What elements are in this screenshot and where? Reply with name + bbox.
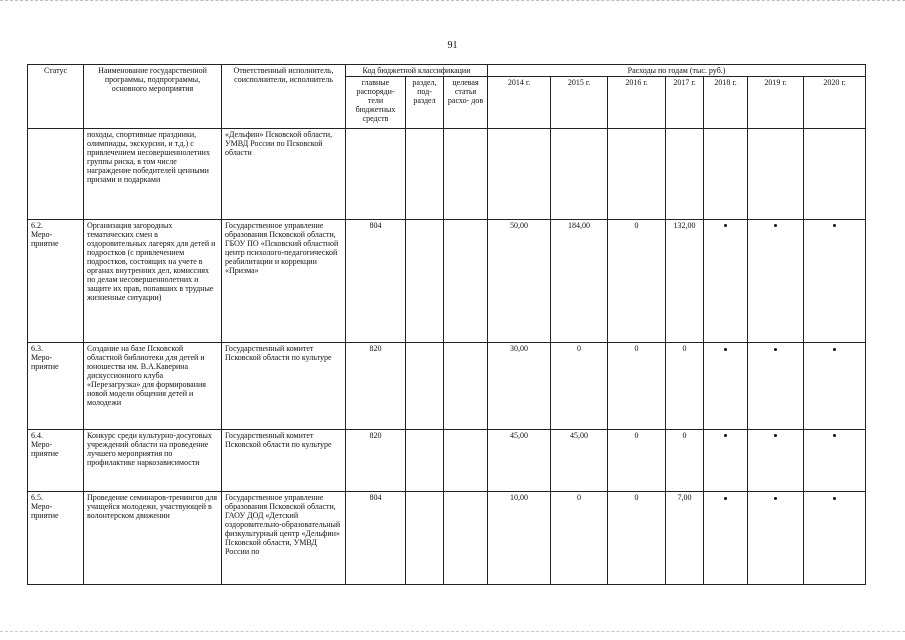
expense-cell-2015: 0: [551, 342, 608, 429]
status-code: 6.4.: [31, 430, 43, 440]
bullet-mark: [774, 224, 777, 227]
expense-cell-2017: 7,00: [666, 492, 704, 585]
header-year-2020: 2020 г.: [804, 77, 866, 129]
header-year-2019: 2019 г.: [748, 77, 804, 129]
header-responsible: Ответственный исполнитель, соисполнители, исполнитель: [222, 65, 346, 129]
table-body: [28, 129, 866, 585]
bullet-mark: [724, 434, 727, 437]
status-cell: [28, 492, 84, 585]
status-cell: [28, 342, 84, 429]
expense-cell-2019: [748, 219, 804, 342]
status-code: 6.2.: [31, 220, 43, 230]
page-number: 91: [447, 40, 458, 51]
expense-cell-2016: 0: [608, 342, 666, 429]
expense-cell-2018: [704, 342, 748, 429]
event-name-cell: Проведение семинаров-тренингов для учащейся молодежи, участвующей в волонтерском движении: [84, 492, 222, 585]
table-row: [28, 429, 866, 492]
status-code: 6.3.: [31, 343, 43, 353]
bullet-mark: [774, 434, 777, 437]
kbk-section-cell: [406, 492, 444, 585]
budget-table: [27, 64, 866, 585]
header-kbk-group: Код бюджетной классификации: [346, 65, 488, 77]
status-type: Меро- приятие: [31, 439, 59, 458]
responsible-cell: «Дельфин» Псковской области, УМВД России по Псковской области: [222, 129, 346, 220]
table-row: [28, 219, 866, 342]
bullet-mark: [774, 348, 777, 351]
responsible-cell: Государственное управление образования Псковской области, ГБОУ ПО «Псковский областной центр психолого-педагогической реабилитации и коррекции «Призма»: [222, 219, 346, 342]
expense-cell-2017: 0: [666, 429, 704, 492]
expense-cell-2017: [666, 129, 704, 220]
expense-cell-2019: [748, 342, 804, 429]
event-name-cell: Создание на базе Псковской областной библиотеки для детей и юношества им. В.А.Каверина дискуссионного клуба «Перезагрузка» для формирования новой модели общения детей и молодежи: [84, 342, 222, 429]
expense-cell-2017: 132,00: [666, 219, 704, 342]
expense-cell-2018: [704, 429, 748, 492]
expense-cell-2014: 30,00: [488, 342, 551, 429]
status-code: 6.5.: [31, 493, 43, 503]
kbk-target-cell: [444, 129, 488, 220]
status-cell: [28, 129, 84, 220]
header-status: Статус: [28, 65, 84, 129]
expense-cell-2018: [704, 219, 748, 342]
status-cell: [28, 219, 84, 342]
table-row: [28, 129, 866, 220]
expense-cell-2020: [804, 429, 866, 492]
kbk-target-cell: [444, 342, 488, 429]
bullet-mark: [833, 434, 836, 437]
expense-cell-2015: 45,00: [551, 429, 608, 492]
bullet-mark: [833, 497, 836, 500]
responsible-cell: Государственное управление образования Псковской области, ГАОУ ДОД «Детский оздоровительно-образовательный физкультурный центр «Дельфин» Псковской области, УМВД России по: [222, 492, 346, 585]
kbk-target-cell: [444, 429, 488, 492]
kbk-main-cell: 820: [346, 429, 406, 492]
expense-cell-2014: [488, 129, 551, 220]
header-expenses-group: Расходы по годам (тыс. руб.): [488, 65, 866, 77]
expense-cell-2014: 50,00: [488, 219, 551, 342]
expense-cell-2019: [748, 129, 804, 220]
responsible-cell: Государственный комитет Псковской области по культуре: [222, 342, 346, 429]
kbk-main-cell: 820: [346, 342, 406, 429]
header-year-2018: 2018 г.: [704, 77, 748, 129]
expense-cell-2015: 0: [551, 492, 608, 585]
header-kbk-target: целевая статья расхо- дов: [444, 77, 488, 129]
expense-cell-2018: [704, 492, 748, 585]
kbk-target-cell: [444, 219, 488, 342]
bullet-mark: [774, 497, 777, 500]
header-year-2014: 2014 г.: [488, 77, 551, 129]
scan-top-edge: [0, 0, 905, 4]
bullet-mark: [724, 497, 727, 500]
expense-cell-2016: [608, 129, 666, 220]
event-name-cell: Организация загородных тематических смен в оздоровительных лагерях для детей и подростков (с привлечением подростков, состоящих на учете в органах внутренних дел, комиссиях по делам несовершеннолетних и защите их прав, попавших в трудные жизненные ситуации): [84, 219, 222, 342]
header-kbk-section: раздел, под- раздел: [406, 77, 444, 129]
event-name-cell: походы, спортивные праздники, олимпиады, экскурсии, и т.д.) с привлечением несовершеннолетних группы риска, в том числе награждение победителей ценными призами и подарками: [84, 129, 222, 220]
expense-cell-2014: 45,00: [488, 429, 551, 492]
event-name-cell: Конкурс среди культурно-досуговых учреждений области на проведение лучшего мероприятия по профилактике наркозависимости: [84, 429, 222, 492]
header-year-2015: 2015 г.: [551, 77, 608, 129]
kbk-section-cell: [406, 129, 444, 220]
status-type: Меро- приятие: [31, 352, 59, 371]
bullet-mark: [724, 348, 727, 351]
expense-cell-2014: 10,00: [488, 492, 551, 585]
bullet-mark: [833, 224, 836, 227]
expense-cell-2020: [804, 492, 866, 585]
kbk-section-cell: [406, 429, 444, 492]
bullet-mark: [833, 348, 836, 351]
header-year-2017: 2017 г.: [666, 77, 704, 129]
table-row: [28, 492, 866, 585]
expense-cell-2016: 0: [608, 219, 666, 342]
expense-cell-2015: [551, 129, 608, 220]
responsible-cell: Государственный комитет Псковской области по культуре: [222, 429, 346, 492]
kbk-section-cell: [406, 342, 444, 429]
kbk-main-cell: 804: [346, 492, 406, 585]
expense-cell-2019: [748, 492, 804, 585]
expense-cell-2016: 0: [608, 429, 666, 492]
scan-bottom-edge: [0, 631, 905, 640]
kbk-section-cell: [406, 219, 444, 342]
expense-cell-2020: [804, 219, 866, 342]
status-cell: [28, 429, 84, 492]
expense-cell-2016: 0: [608, 492, 666, 585]
expense-cell-2020: [804, 129, 866, 220]
expense-cell-2017: 0: [666, 342, 704, 429]
table-row: [28, 342, 866, 429]
status-type: Меро- приятие: [31, 229, 59, 248]
kbk-main-cell: [346, 129, 406, 220]
header-year-2016: 2016 г.: [608, 77, 666, 129]
kbk-target-cell: [444, 492, 488, 585]
expense-cell-2015: 184,00: [551, 219, 608, 342]
header-kbk-main: главные распоряди- тели бюджетных средств: [346, 77, 406, 129]
expense-cell-2019: [748, 429, 804, 492]
bullet-mark: [724, 224, 727, 227]
expense-cell-2018: [704, 129, 748, 220]
kbk-main-cell: 804: [346, 219, 406, 342]
status-type: Меро- приятие: [31, 502, 59, 521]
expense-cell-2020: [804, 342, 866, 429]
header-name: Наименование государственной программы, подпрограммы, основного мероприятия: [84, 65, 222, 129]
